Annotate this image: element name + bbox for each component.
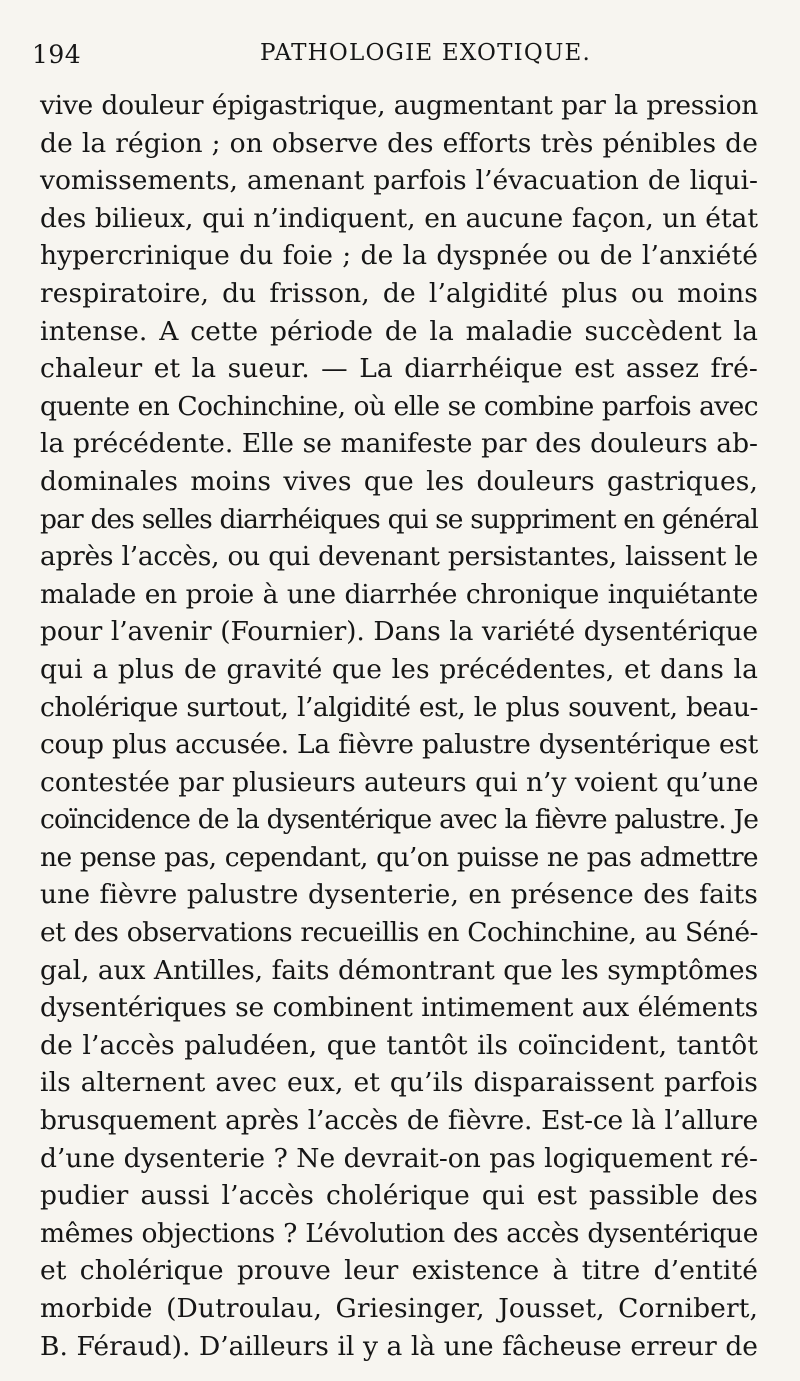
running-title: PATHOLOGIE EXOTIQUE. — [260, 40, 592, 66]
text-line: dominales moins vives que les douleurs gastriques, — [40, 465, 758, 497]
body-text — [40, 87, 758, 1365]
text-line: pudier aussi l’accès cholérique qui est passible des — [40, 1180, 758, 1212]
text-line: après l’accès, ou qui devenant persistantes, laissent le — [40, 541, 758, 573]
page-header — [32, 40, 768, 80]
text-line: cholérique surtout, l’algidité est, le plus souvent, beau- — [40, 691, 758, 723]
text-line: et cholérique prouve leur existence à titre d’entité — [40, 1255, 758, 1287]
text-line: gal, aux Antilles, faits démontrant que les symptômes — [40, 954, 758, 986]
text-line: B. Féraud). D’ailleurs il y a là une fâcheuse erreur de — [40, 1330, 758, 1362]
text-line: ils alternent avec eux, et qu’ils disparaissent parfois — [40, 1067, 758, 1099]
text-line: et des observations recueillis en Cochinchine, au Séné- — [40, 917, 758, 949]
text-line: de l’accès paludéen, que tantôt ils coïncident, tantôt — [40, 1029, 758, 1061]
text-line: brusquement après l’accès de fièvre. Est-ce là l’allure — [40, 1105, 758, 1137]
text-line: la précédente. Elle se manifeste par des douleurs ab- — [40, 428, 758, 460]
text-line: des bilieux, qui n’indiquent, en aucune façon, un état — [40, 202, 758, 234]
page-number: 194 — [32, 40, 82, 69]
text-line: chaleur et la sueur. — La diarrhéique est assez fré- — [40, 353, 758, 385]
text-line: mêmes objections ? L’évolution des accès dysentérique — [40, 1217, 758, 1249]
text-line: vive douleur épigastrique, augmentant par la pression — [40, 90, 758, 121]
text-line: une fièvre palustre dysenterie, en présence des faits — [40, 879, 758, 911]
text-line: de la région ; on observe des efforts très pénibles de — [40, 127, 758, 159]
text-line: d’une dysenterie ? Ne devrait-on pas logiquement ré- — [40, 1142, 758, 1174]
text-line: morbide (Dutroulau, Griesinger, Jousset, Cornibert, — [40, 1293, 758, 1324]
text-line: vomissements, amenant parfois l’évacuation de liqui- — [40, 165, 758, 197]
text-line: intense. A cette période de la maladie succèdent la — [40, 315, 758, 347]
text-line: pour l’avenir (Fournier). Dans la variété dysentérique — [40, 616, 758, 648]
text-line: hypercrinique du foie ; de la dyspnée ou de l’anxiété — [40, 240, 758, 272]
text-line: contestée par plusieurs auteurs qui n’y voient qu’une — [40, 766, 759, 798]
text-line: qui a plus de gravité que les précédentes, et dans la — [40, 653, 758, 685]
text-line: coup plus accusée. La fièvre palustre dysentérique est — [40, 729, 758, 761]
text-line: par des selles diarrhéiques qui se suppriment en général — [40, 503, 758, 535]
text-line: malade en proie à une diarrhée chronique inquiétante — [40, 578, 758, 610]
text-line: respiratoire, du frisson, de l’algidité plus ou moins — [40, 277, 758, 309]
text-line: dysentériques se combinent intimement aux éléments — [40, 992, 758, 1024]
text-line: coïncidence de la dysentérique avec la fièvre palustre. Je — [40, 804, 758, 836]
text-line: ne pense pas, cependant, qu’on puisse ne pas admettre — [40, 841, 758, 873]
text-line: quente en Cochinchine, où elle se combine parfois avec — [40, 390, 758, 422]
